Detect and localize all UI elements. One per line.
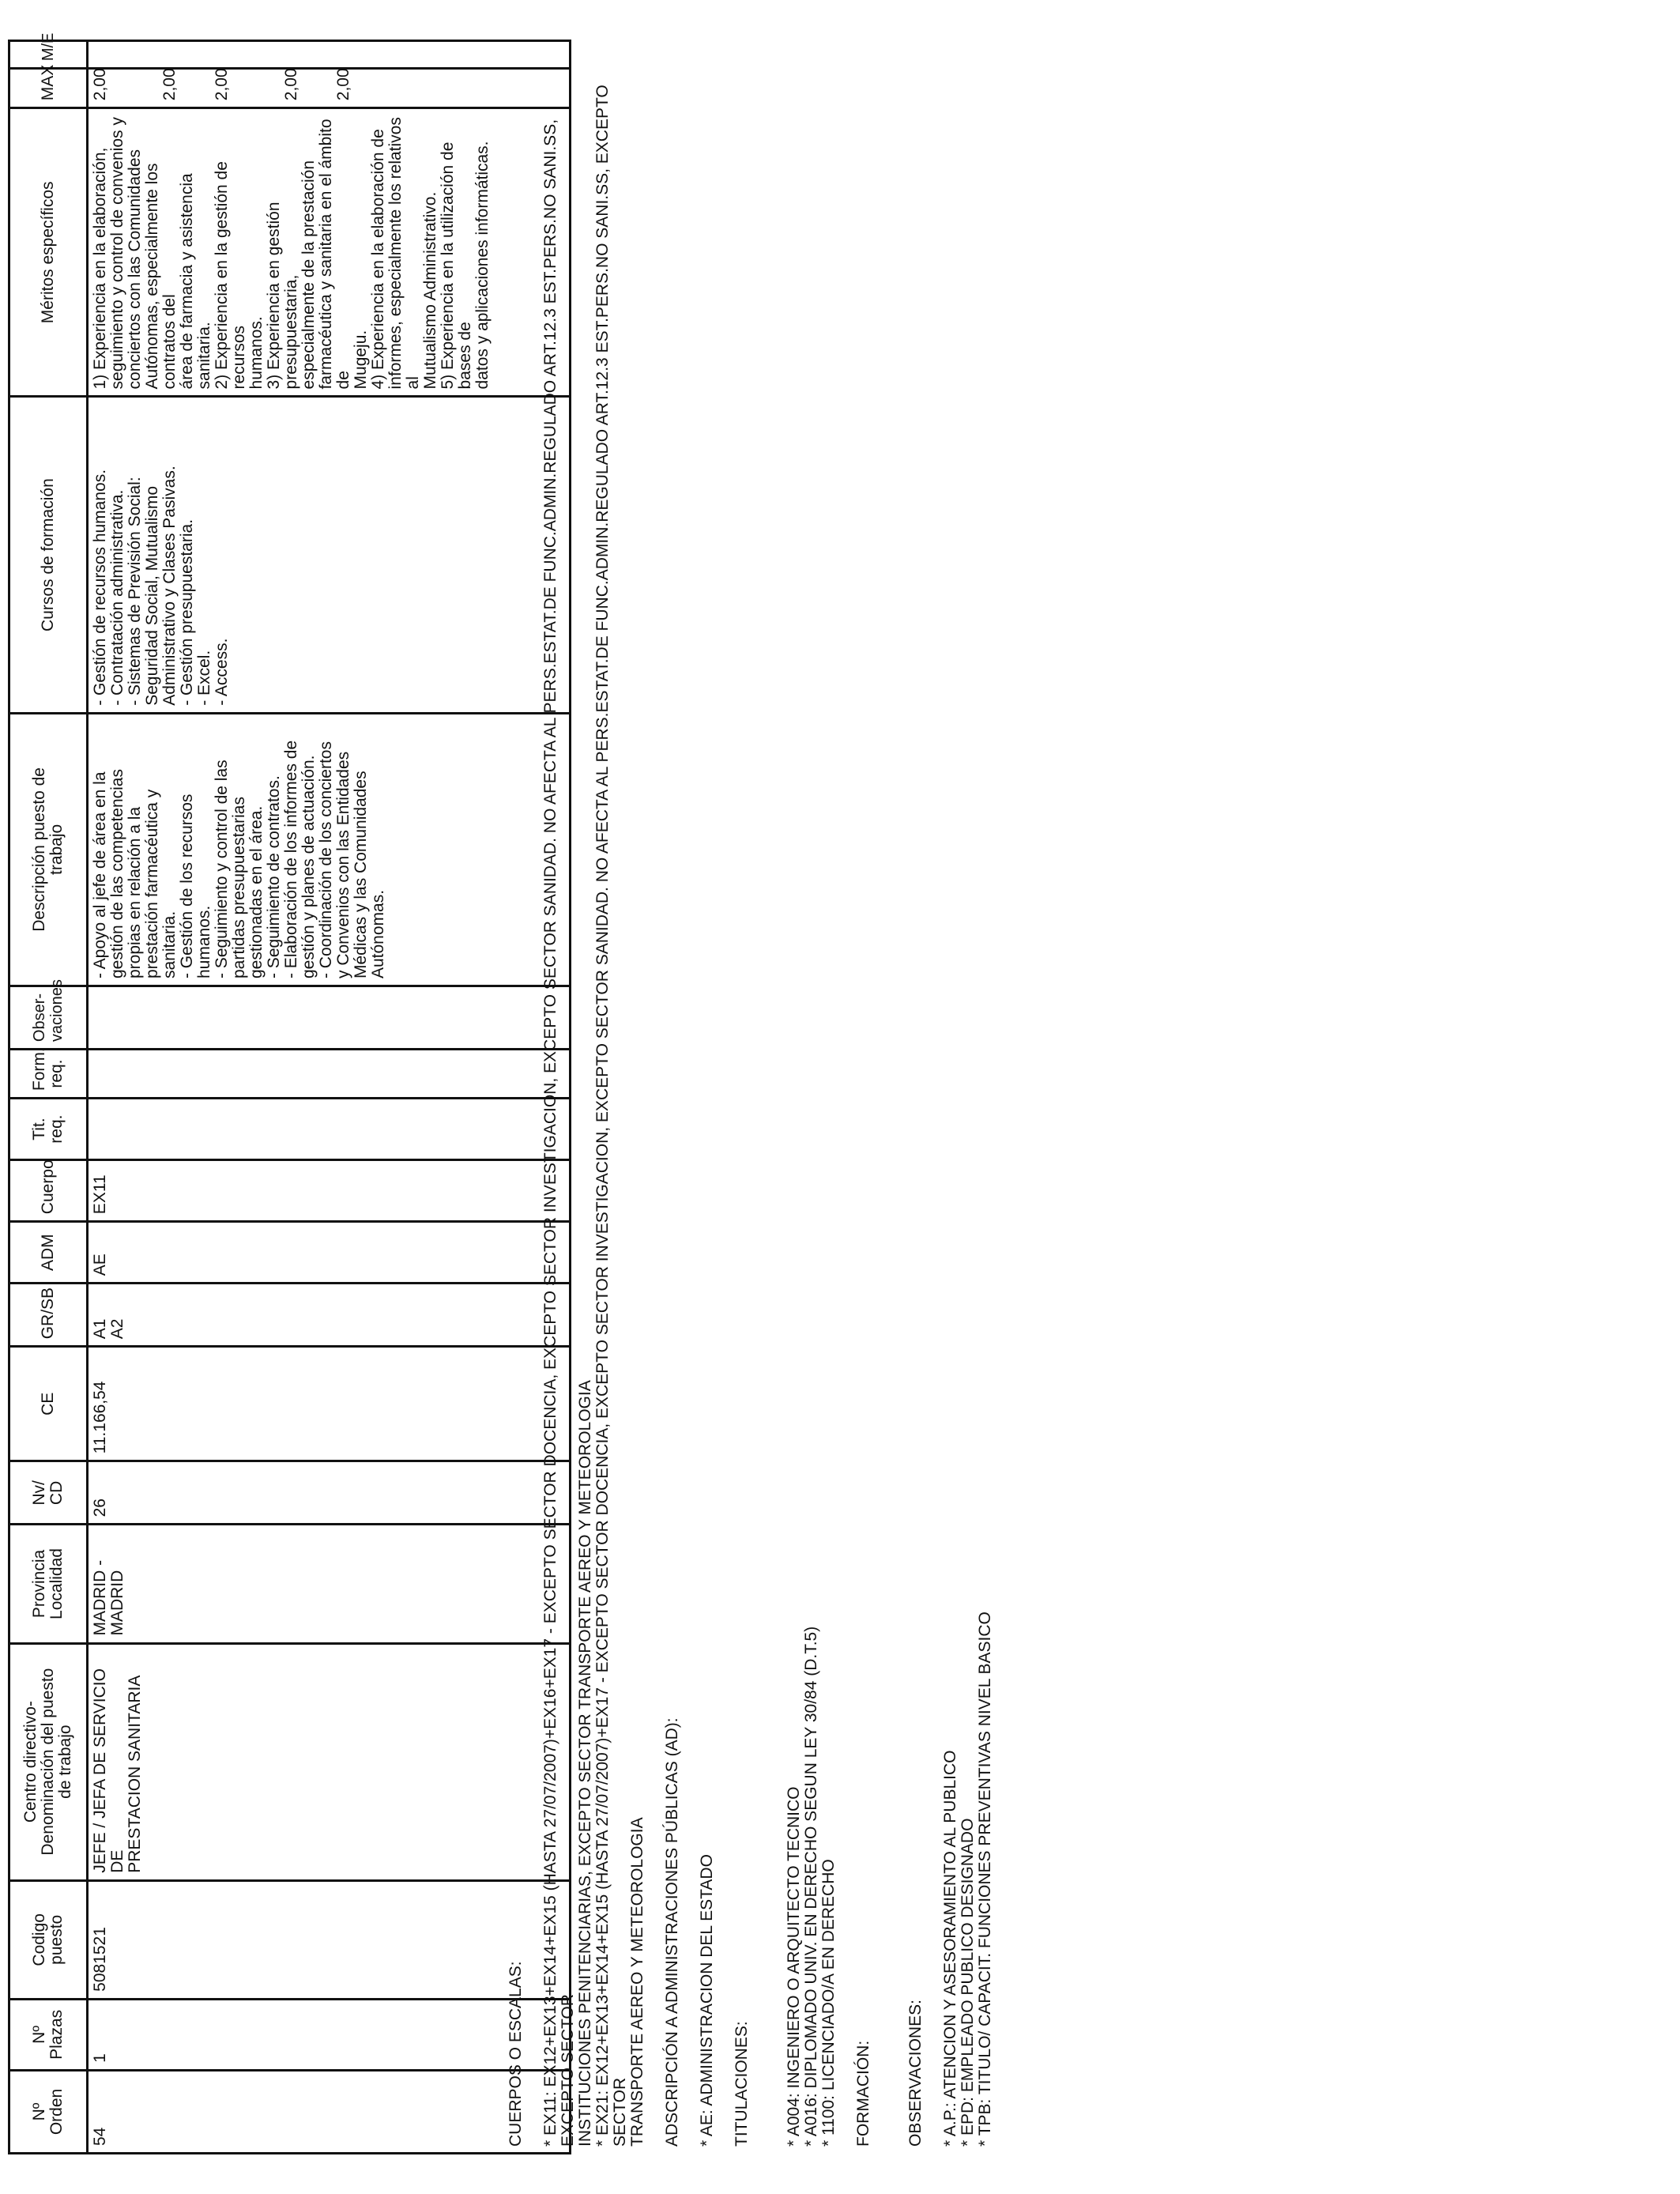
cell-meritos: 1) Experiencia en la elaboración, seguimiento y control de convenios y conciertos con las Comunidades Autónomas, especialmente los contratos del área de farmacia y asistencia sanitaria. 2) Experiencia en la gestión de recursos humanos. 3) Experiencia en gestión presupuestaria, especialmente de la prestación farmacéutica y sanitaria en el ámbito de Mugeju. 4) Experiencia en la elaboración de informes, especialmente los relativos al Mutualismo Administrativo. 5) Experiencia en la utilización de bases de datos y aplicaciones informáticas. <box>88 108 571 397</box>
cell-obs <box>88 986 571 1050</box>
max-value: 2,00 <box>282 68 300 101</box>
col-orden: Nº Orden <box>9 2070 88 2153</box>
max-value: 2,00 <box>213 68 231 101</box>
cell-orden: 54 <box>88 2070 571 2153</box>
observaciones-title: OBSERVACIONES: <box>906 2000 925 2147</box>
col-plazas: Nº Plazas <box>9 1999 88 2070</box>
col-centro: Centro directivo- Denominación del puesto de trabajo <box>9 1643 88 1880</box>
table-row <box>88 41 571 2154</box>
adscripcion-lines: * AE: ADMINISTRACION DEL ESTADO <box>698 1854 716 2147</box>
cell-adm: AE <box>88 1222 571 1284</box>
observaciones-lines: * A.P.: ATENCION Y ASESORAMIENTO AL PUBLICO * EPD: EMPLEADO PUBLICO DESIGNADO * TPB: TITULO/ CAPACIT. FUNCIONES PREVENTIVAS NIVEL BASICO <box>941 1612 994 2147</box>
col-nv: Nv/ CD <box>9 1461 88 1525</box>
formacion-title: FORMACIÓN: <box>854 2040 872 2147</box>
col-obs: Obser- vaciones <box>9 986 88 1050</box>
cell-provincia: MADRID - MADRID <box>88 1525 571 1643</box>
cuerpos-title: CUERPOS O ESCALAS: <box>507 1961 525 2147</box>
cell-me <box>88 41 571 69</box>
header-row <box>9 41 88 2154</box>
max-value: 2,00 <box>91 68 109 101</box>
cell-nv: 26 <box>88 1461 571 1525</box>
titulaciones-lines: * A004: INGENIERO O ARQUITECTO TECNICO * A016: DIPLOMADO UNIV. EN DERECHO SEGUN LEY 30/84 (D.T.5) * 1100: LICENCIADO/A EN DERECHO <box>785 1626 838 2147</box>
col-cursos: Cursos de formación <box>9 397 88 713</box>
col-codigo: Codigo puesto <box>9 1880 88 1999</box>
cell-cuerpo: EX11 <box>88 1160 571 1222</box>
puestos-table <box>8 32 571 2154</box>
cell-descripcion: - Apoyo al jefe de área en la gestión de las competencias propias en relación a la prestación farmacéutica y sanitaria. - Gestión de los recursos humanos. - Seguimiento y control de las partidas presupuestarias gestionadas en el área. - Seguimiento de contratos. - Elaboración de los informes de gestión y planes de actuación. - Coordinación de los conciertos y Convenios con las Entidades Médicas y las Comunidades Autónomas. <box>88 713 571 986</box>
legend-footer <box>507 44 994 2147</box>
cell-plazas: 1 <box>88 1999 571 2070</box>
col-meritos: Méritos específicos <box>9 108 88 397</box>
max-value: 2,00 <box>160 68 179 101</box>
cell-codigo: 5081521 <box>88 1880 571 1999</box>
col-gr: GR/SB <box>9 1284 88 1347</box>
cuerpos-lines: * EX11: EX12+EX13+EX14+EX15 (HASTA 27/07/2007)+EX16+EX17 - EXCEPTO SECTOR DOCENCIA, EXCEPTO SECTOR INVESTIGACION, EXCEPTO SECTOR SANIDAD. NO AFECTA AL PERS.ESTAT.DE FUNC.ADMIN.REGULADO ART.12.3 EST.PERS.NO SANI.SS, EXCEPTO SECTOR INSTITUCIONES PENITENCIARIAS, EXCEPTO SECTOR TRANSPORTE AEREO Y METEOROLOGIA * EX21: EX12+EX13+EX14+EX15 (HASTA 27/07/2007)+EX17 - EXCEPTO SECTOR DOCENCIA, EXCEPTO SECTOR INVESTIGACION, EXCEPTO SECTOR SANIDAD. NO AFECTA AL PERS.ESTAT.DE FUNC.ADMIN.REGULADO ART.12.3 EST.PERS.NO SANI.SS, EXCEPTO SECTOR TRANSPORTE AEREO Y METEOROLOGIA <box>541 85 646 2147</box>
col-me: M/E <box>9 41 88 69</box>
cell-form <box>88 1050 571 1099</box>
col-tit: Tit. req. <box>9 1099 88 1160</box>
cell-cursos: - Gestión de recursos humanos. - Contratación administrativa. - Sistemas de Previsión Social: Seguridad Social, Mutualismo Administrativo y Clases Pasivas. - Gestión presupuestaria. - Excel. - Access. <box>88 397 571 713</box>
col-adm: ADM <box>9 1222 88 1284</box>
col-form: Form. req. <box>9 1050 88 1099</box>
col-cuerpo: Cuerpo <box>9 1160 88 1222</box>
cell-gr: A1 A2 <box>88 1284 571 1347</box>
cell-max <box>88 69 571 108</box>
col-provincia: Provincia Localidad <box>9 1525 88 1643</box>
col-ce: CE <box>9 1347 88 1461</box>
titulaciones-title: TITULACIONES: <box>733 2021 751 2147</box>
cell-centro: JEFE / JEFA DE SERVICIO DE PRESTACION SANITARIA <box>88 1643 571 1880</box>
col-descripcion: Descripción puesto de trabajo <box>9 713 88 986</box>
max-value: 2,00 <box>334 68 352 101</box>
adscripcion-title: ADSCRIPCIÓN A ADMINISTRACIONES PÚBLICAS (AD): <box>663 1717 681 2147</box>
col-max: MAX <box>9 69 88 108</box>
cell-ce: 11.166,54 <box>88 1347 571 1461</box>
cell-tit <box>88 1099 571 1160</box>
